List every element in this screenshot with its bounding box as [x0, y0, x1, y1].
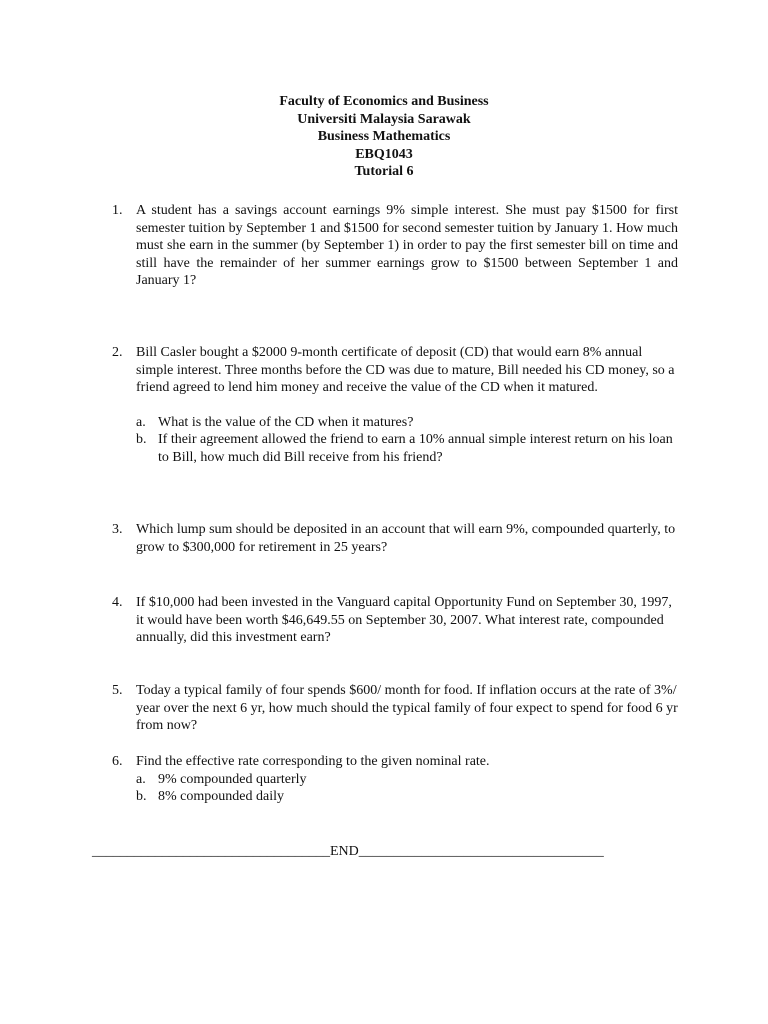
question-text: If $10,000 had been invested in the Vanguard capital Opportunity Fund on September 30, 1997, it would have been worth $46,649.55 on September 30, 2007. What interest rate, compounded annually, did this investment earn?	[136, 595, 672, 646]
end-marker: __________________________________END___________________________________	[92, 844, 604, 859]
question-2	[112, 344, 678, 467]
question-number: 3.	[112, 522, 123, 537]
part-text: 8% compounded daily	[158, 789, 284, 805]
document-header	[0, 93, 768, 181]
question-6-part-a	[136, 771, 678, 789]
question-5	[112, 682, 678, 735]
course-code: EBQ1043	[355, 146, 413, 162]
question-2-part-a	[136, 414, 678, 432]
question-6-part-b	[136, 788, 678, 806]
course-name: Business Mathematics	[317, 129, 451, 144]
part-text: 9% compounded quarterly	[158, 771, 307, 787]
part-letter: a.	[136, 414, 146, 430]
question-1	[112, 202, 678, 290]
part-letter: a.	[136, 771, 146, 787]
part-text: What is the value of the CD when it matures?	[158, 414, 414, 430]
question-3	[112, 521, 678, 556]
question-number: 6.	[112, 754, 123, 769]
question-6	[112, 753, 678, 806]
question-number: 5.	[112, 683, 123, 698]
question-2-part-b	[136, 431, 678, 466]
faculty-name: Faculty of Economics and Business	[279, 94, 489, 109]
question-4	[112, 594, 678, 647]
question-text: Bill Casler bought a $2000 9-month certificate of deposit (CD) that would earn 8% annual simple interest. Three months before the CD was due to mature, Bill needed his CD money, so a friend agreed to lend him money and receive the value of the CD when it matured.	[136, 345, 675, 396]
question-number: 1.	[112, 203, 123, 218]
question-text: Find the effective rate corresponding to the given nominal rate.	[136, 754, 490, 769]
question-number: 2.	[112, 345, 123, 360]
question-number: 4.	[112, 595, 123, 610]
question-text: Today a typical family of four spends $600/ month for food. If inflation occurs at the rate of 3%/ year over the next 6 yr, how much should the typical family of four expect to spend for food 6 yr from now?	[136, 683, 678, 734]
part-text: If their agreement allowed the friend to earn a 10% annual simple interest return on his loan to Bill, how much did Bill receive from his friend?	[158, 432, 673, 465]
question-text: Which lump sum should be deposited in an account that will earn 9%, compounded quarterly, to grow to $300,000 for retirement in 25 years?	[136, 522, 676, 555]
university-name: Universiti Malaysia Sarawak	[297, 111, 471, 127]
part-letter: b.	[136, 432, 147, 448]
question-text: A student has a savings account earnings 9% simple interest. She must pay $1500 for first semester tuition by September 1 and $1500 for second semester tuition by January 1. How much must she earn in the summer (by September 1) in order to pay the first semester bill on time and still have the remainder of her summer earnings grow to $1500 between September 1 and January 1?	[136, 203, 678, 289]
part-letter: b.	[136, 789, 147, 805]
tutorial-title: Tutorial 6	[354, 164, 414, 179]
